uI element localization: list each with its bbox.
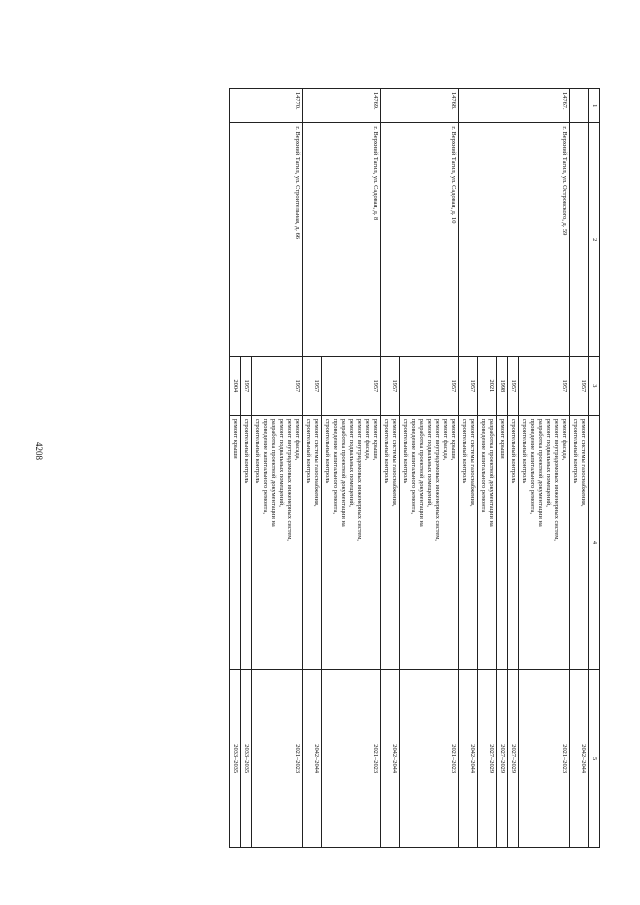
object-number: 14768. — [381, 89, 459, 123]
work-type: ремонт крыши — [230, 415, 241, 670]
repair-period: 2027–2029 — [497, 670, 508, 848]
commissioning-year: 1957 — [241, 357, 252, 416]
work-type: ремонт системы газоснабжения, строительный контроль — [459, 415, 478, 670]
table-row — [570, 89, 589, 848]
repair-period: 2042–2044 — [570, 670, 589, 848]
repair-period: 2021–2023 — [400, 670, 459, 848]
table-row — [400, 89, 459, 848]
work-type: ремонт крыши, ремонт фасада, ремонт внутридомовых инженерных систем, ремонт подвальных помещений, разработка проектной документации на проведение капитального ремонта, строительный контроль — [322, 415, 381, 670]
header-col-3: 3 — [589, 357, 600, 416]
header-col-4: 4 — [589, 415, 600, 670]
work-type: строительный контроль — [241, 415, 252, 670]
object-number: 14767. — [459, 89, 570, 123]
repair-period: 2042–2044 — [459, 670, 478, 848]
table-row — [252, 89, 303, 848]
repair-period: 2021–2023 — [322, 670, 381, 848]
commissioning-year: 1998 — [497, 357, 508, 416]
table-frame — [82, 88, 600, 848]
header-row — [589, 89, 600, 848]
table-row — [519, 89, 570, 848]
object-number: 14769. — [303, 89, 381, 123]
header-col-2: 2 — [589, 123, 600, 357]
commissioning-year: 1957 — [252, 357, 303, 416]
repair-period: 2021–2023 — [252, 670, 303, 848]
work-type: ремонт фасада, ремонт внутридомовых инженерных систем, ремонт подвальных помещений, разработка проектной документации на проведение капитального ремонта, строительный контроль — [252, 415, 303, 670]
commissioning-year: 1957 — [303, 357, 322, 416]
work-type: ремонт системы газоснабжения, строительный контроль — [303, 415, 322, 670]
commissioning-year: 2004 — [230, 357, 241, 416]
work-type: ремонт крыши — [497, 415, 508, 670]
repair-period: 2042–2044 — [303, 670, 322, 848]
commissioning-year: 1957 — [459, 357, 478, 416]
work-type: разработка проектной документации на проведение капитального ремонта — [478, 415, 497, 670]
work-type: ремонт фасада, ремонт внутридомовых инженерных систем, ремонт подвальных помещений, разработка проектной документации на проведение капитального ремонта, строительный контроль — [519, 415, 570, 670]
commissioning-year: 1957 — [322, 357, 381, 416]
work-type: ремонт системы газоснабжения, строительный контроль — [381, 415, 400, 670]
repair-period: 2021–2023 — [519, 670, 570, 848]
repair-period: 2033–2035 — [241, 670, 252, 848]
work-type: строительный контроль — [508, 415, 519, 670]
object-number: 14770. — [230, 89, 303, 123]
commissioning-year: 1957 — [519, 357, 570, 416]
table-row — [322, 89, 381, 848]
header-col-1: 1 — [589, 89, 600, 123]
repair-period: 2033–2035 — [230, 670, 241, 848]
work-type: ремонт крыши, ремонт фасада, ремонт внутридомовых инженерных систем, ремонт подвальных помещений, разработка проектной документации на проведение капитального ремонта, строительный контроль — [400, 415, 459, 670]
commissioning-year: 2021 — [478, 357, 497, 416]
object-address: г. Верхний Тагил, ул. Строительная, д. 66 — [230, 123, 303, 357]
commissioning-year: 1957 — [400, 357, 459, 416]
rotated-table-container — [82, 88, 600, 848]
object-address: г. Верхний Тагил, ул. Садовая, д. 10 — [381, 123, 459, 357]
commissioning-year: 1957 — [508, 357, 519, 416]
header-col-5: 5 — [589, 670, 600, 848]
object-number — [570, 89, 589, 123]
repair-schedule-table — [229, 88, 600, 848]
work-type: ремонт системы газоснабжения, строительный контроль — [570, 415, 589, 670]
object-address: г. Верхний Тагил, ул. Островского, д. 59 — [459, 123, 570, 357]
object-address — [570, 123, 589, 357]
object-address: г. Верхний Тагил, ул. Садовая, д. 8 — [303, 123, 381, 357]
repair-period: 2027–2029 — [508, 670, 519, 848]
commissioning-year: 1957 — [570, 357, 589, 416]
repair-period: 2042–2044 — [381, 670, 400, 848]
repair-period: 2027–2029 — [478, 670, 497, 848]
commissioning-year: 1957 — [381, 357, 400, 416]
page-number: 4208 — [34, 442, 44, 460]
